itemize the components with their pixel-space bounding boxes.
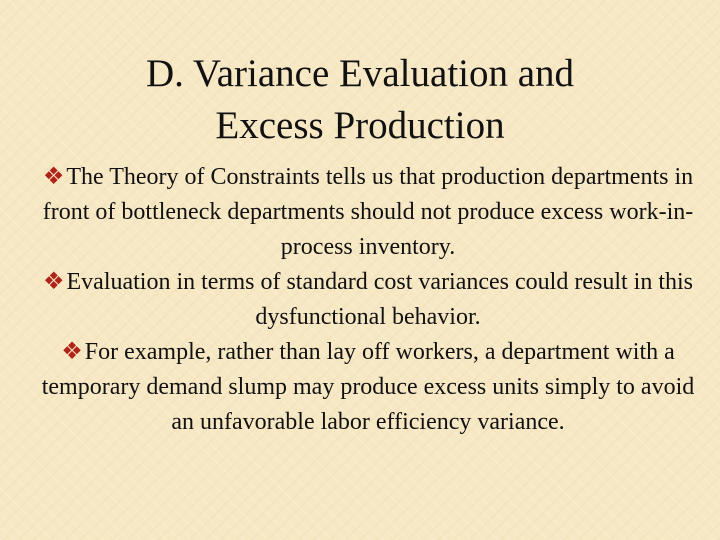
diamond-clover-bullet-icon: ❖ [42,164,65,190]
diamond-clover-bullet-icon: ❖ [42,269,65,295]
diamond-clover-bullet-icon: ❖ [61,339,83,365]
slide-title-line-1: D. Variance Evaluation and [145,52,575,95]
bullet-item-2 [40,265,696,335]
bullet-text-3: For example, rather than lay off workers, a department with a temporary demand slump may produce excess units simply to avoid an unfavorable labor efficiency variance. [41,339,695,435]
bullet-item-3 [40,335,696,440]
bullet-item-1 [40,160,696,265]
slide-title-line-2: Excess Production [215,104,505,147]
bullet-text-1: The Theory of Constraints tells us that production departments in front of bottleneck departments should not produce excess work-in-process inventory. [42,164,694,260]
bullet-list [40,160,696,440]
slide-title [40,48,680,152]
bullet-text-2: Evaluation in terms of standard cost variances could result in this dysfunctional behavior. [66,269,694,330]
